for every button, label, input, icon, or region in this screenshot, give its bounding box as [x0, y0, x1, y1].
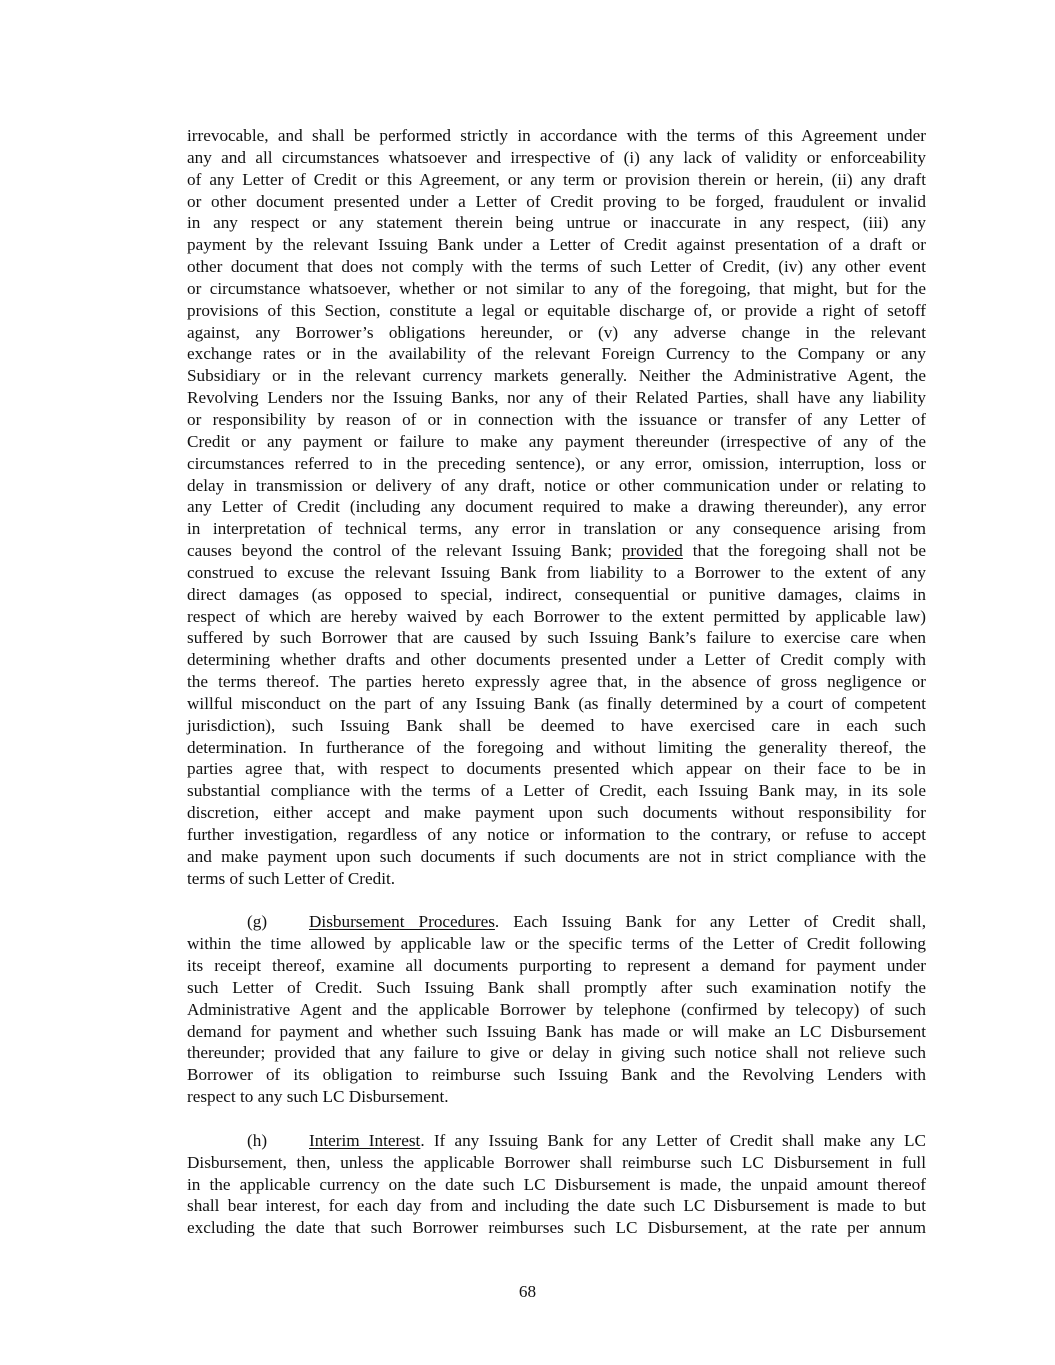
- page-number: 68: [518, 1282, 537, 1301]
- text-line: Borrower of its obligation to reimburse such Issuing Bank and the Revolving Lenders with: [187, 1065, 926, 1085]
- text-line: of any Letter of Credit or this Agreement, or any term or provision therein or herein, (ii) any draft: [187, 169, 926, 189]
- text-line: further investigation, regardless of any notice or information to the contrary, or refuse to accept: [187, 825, 926, 844]
- text-line: exchange rates or in the availability of the relevant Foreign Currency to the Company or any: [187, 344, 926, 364]
- text-line: within the time allowed by applicable law or the specific terms of the Letter of Credit following: [187, 934, 926, 954]
- text-line: its receipt thereof, examine all documents purporting to represent a demand for payment under: [187, 956, 926, 976]
- provided-term: provided: [621, 541, 683, 561]
- section-g-first-line: [187, 911, 926, 933]
- text-line: circumstances referred to in the preceding sentence), or any error, omission, interruption, loss or: [187, 453, 926, 473]
- text-line: any and all circumstances whatsoever and irrespective of (i) any lack of validity or enforceability: [187, 147, 926, 167]
- section-label: (h): [247, 1130, 268, 1150]
- text-line: Subsidiary or in the relevant currency markets generally. Neither the Administrative Agent, the: [187, 366, 926, 386]
- text-line: in any respect or any statement therein being untrue or inaccurate in any respect, (iii) any: [187, 213, 926, 233]
- text-line: or other document presented under a Letter of Credit proving to be forged, fraudulent or invalid: [187, 191, 926, 211]
- paragraph-continuation: [187, 125, 926, 890]
- text-line: such Letter of Credit. Such Issuing Bank shall promptly after such examination notify the: [187, 977, 926, 997]
- text-line: determination. In furtherance of the foregoing and without limiting the generality thereof, the: [187, 737, 926, 757]
- text-fragment: . Each Issuing Bank for any Letter of Credit shall,: [494, 912, 926, 932]
- text-line: irrevocable, and shall be performed strictly in accordance with the terms of this Agreement under: [187, 126, 926, 145]
- text-line: willful misconduct on the part of any Issuing Bank (as finally determined by a court of competent: [187, 693, 926, 713]
- text-line: substantial compliance with the terms of a Letter of Credit, each Issuing Bank may, in its sole: [187, 781, 926, 801]
- text-line: payment by the relevant Issuing Bank under a Letter of Credit against presentation of a draft or: [187, 235, 926, 255]
- text-line: jurisdiction), such Issuing Bank shall be deemed to have exercised care in each such: [187, 715, 926, 735]
- text-line: and make payment upon such documents if such documents are not in strict compliance with the: [187, 846, 926, 866]
- text-line: Administrative Agent and the applicable Borrower by telephone (confirmed by telecopy) of such: [187, 999, 926, 1019]
- text-line: or responsibility by reason of or in connection with the issuance or transfer of any Letter of: [187, 409, 926, 429]
- text-line: demand for payment and whether such Issuing Bank has made or will make an LC Disbursement: [187, 1021, 926, 1041]
- document-body: [187, 125, 926, 1239]
- text-line: determining whether drafts and other documents presented under a Letter of Credit comply with: [187, 650, 926, 670]
- section-heading: Interim Interest: [309, 1130, 421, 1150]
- text-line: delay in transmission or delivery of any draft, notice or other communication under or relating to: [187, 475, 926, 495]
- text-line: thereunder; provided that any failure to give or delay in giving such notice shall not relieve such: [187, 1043, 926, 1063]
- section-label: (g): [247, 912, 268, 932]
- text-fragment: . If any Issuing Bank for any Letter of Credit shall make any LC: [420, 1130, 926, 1150]
- text-line: direct damages (as opposed to special, indirect, consequential or punitive damages, claims in: [187, 584, 926, 604]
- section-heading: Disbursement Procedures: [309, 912, 495, 932]
- text-line: Credit or any payment or failure to make any payment thereunder (irrespective of any of the: [187, 431, 926, 451]
- text-line: in the applicable currency on the date such LC Disbursement is made, the unpaid amount thereof: [187, 1174, 926, 1194]
- text-line: excluding the date that such Borrower reimburses such LC Disbursement, at the rate per annum: [187, 1218, 926, 1238]
- section-g-disbursement-procedures: [187, 911, 926, 1108]
- text-line: Disbursement, then, unless the applicable Borrower shall reimburse such LC Disbursement in full: [187, 1152, 926, 1172]
- text-fragment: causes beyond the control of the relevant Issuing Bank;: [187, 541, 622, 561]
- text-line: terms of such Letter of Credit.: [187, 868, 396, 888]
- text-line: parties agree that, with respect to documents presented which appear on their face to be in: [187, 759, 926, 779]
- text-line: against, any Borrower’s obligations hereunder, or (v) any adverse change in the relevant: [187, 322, 926, 342]
- text-line: in interpretation of technical terms, any error in translation or any consequence arising from: [187, 519, 926, 539]
- text-line: the terms thereof. The parties hereto expressly agree that, in the absence of gross negligence or: [187, 672, 926, 692]
- section-h-first-line: [187, 1130, 926, 1152]
- text-line: Revolving Lenders nor the Issuing Banks, nor any of their Related Parties, shall have any liability: [187, 388, 926, 408]
- text-line: construed to excuse the relevant Issuing Bank from liability to a Borrower to the extent of any: [187, 562, 926, 582]
- text-line: provisions of this Section, constitute a legal or equitable discharge of, or provide a right of setoff: [187, 300, 926, 320]
- section-h-interim-interest: [187, 1130, 926, 1239]
- text-line: discretion, either accept and make payment upon such documents without responsibility for: [187, 803, 926, 823]
- text-line: suffered by such Borrower that are caused by such Issuing Bank’s failure to exercise care when: [187, 628, 926, 648]
- text-line: shall bear interest, for each day from and including the date such LC Disbursement is made to but: [187, 1196, 926, 1216]
- text-line: any Letter of Credit (including any document required to make a drawing thereunder), any error: [187, 497, 926, 517]
- text-line: respect of which are hereby waived by each Borrower to the extent permitted by applicable law): [187, 606, 926, 626]
- text-fragment: that the foregoing shall not be: [682, 541, 926, 561]
- text-line: other document that does not comply with the terms of such Letter of Credit, (iv) any other event: [187, 257, 926, 277]
- text-line: or circumstance whatsoever, whether or not similar to any of the foregoing, that might, but for the: [187, 278, 926, 298]
- text-line-provided: [187, 540, 926, 562]
- text-line: respect to any such LC Disbursement.: [187, 1087, 449, 1107]
